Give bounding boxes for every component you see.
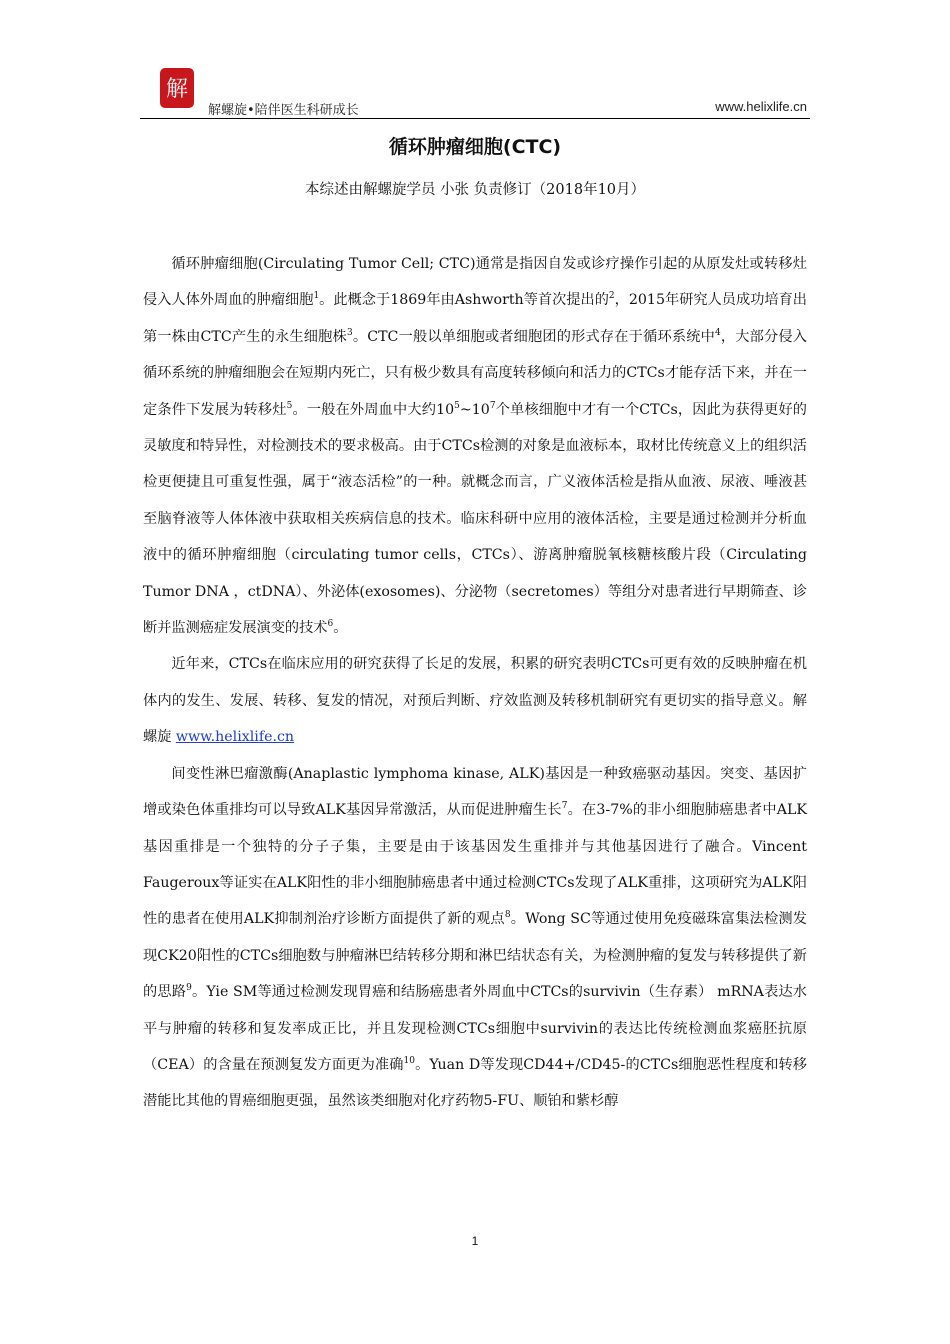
citation-3: 3 xyxy=(346,327,353,338)
citation-7: 7 xyxy=(561,801,568,812)
exponent: 7 xyxy=(489,400,496,411)
helixlife-logo xyxy=(158,66,196,110)
citation-2: 2 xyxy=(608,291,615,302)
logo-char: 解 xyxy=(165,77,189,102)
header-tagline: 解螺旋•陪伴医生科研成长 xyxy=(208,103,359,118)
paragraph-2: 近年来，CTCs在临床应用的研究获得了长足的发展，积累的研究表明CTCs可更有效的反映肿瘤在机体内的发生、发展、转移、复发的情况，对预后判断、疗效监测及转移机制研究有更切实的指导意义。解螺旋 www.helixlife.cn xyxy=(143,656,807,746)
citation-8: 8 xyxy=(504,910,511,921)
citation-9: 9 xyxy=(186,983,192,994)
exponent: 5 xyxy=(454,400,460,411)
citation-4: 4 xyxy=(714,327,721,338)
citation-10: 10 xyxy=(403,1055,415,1066)
page-subtitle: 本综述由解螺旋学员 小张 负责修订（2018年10月） xyxy=(304,182,646,198)
helixlife-link[interactable]: www.helixlife.cn xyxy=(175,729,295,746)
citation-1: 1 xyxy=(313,291,320,302)
header-website: www.helixlife.cn xyxy=(715,99,807,114)
paragraph-1: 循环肿瘤细胞(Circulating Tumor Cell; CTC)通常是指因自发或诊疗操作引起的从原发灶或转移灶侵入人体外周血的肿瘤细胞$^1$。此概念于1869年由Ashworth等首次提出的$^2$，2015年研究人员成功培育出第一株由CTC产生的永生细胞株$^3$。CTC一般以单细胞或者细胞团的形式存在于循环系统中$^4$，大部分侵入循环系统的肿瘤细胞会在短期内死亡，只有极少数具有高度转移倾向和活力的CTCs才能存活下来，并在一定条件下发展为转移灶$^5$。一般在外周血中大约$10^5\sim 10^7$个单核细胞中才有一个CTCs，因此为获得更好的灵敏度和特异性，对检测技术的要求极高。由于CTCs检测的对象是血液标本，取材比传统意义上的组织活检更便捷且可重复性强，属于“液态活检”的一种。就概念而言，广义液体活检是指从血液、尿液、唾液甚至脑脊液等人体体液中获取相关疾病信息的技术。临床科研中应用的液体活检，主要是通过检测并分析血液中的循环肿瘤细胞（circulating tumor cells，CTCs）、游离肿瘤脱氧核糖核酸片段（Circulating Tumor DNA ，ctDNA）、外泌体(exosomes)、分泌物（secretomes）等组分对患者进行早期筛查、诊断并监测癌症发展演变的技术$^6$。 xyxy=(143,256,807,637)
header-divider xyxy=(140,118,810,119)
paragraph-3: 间变性淋巴瘤激酶(Anaplastic lymphoma kinase, ALK)基因是一种致癌驱动基因。突变、基因扩增或染色体重排均可以导致ALK基因异常激活，从而促进肿瘤生长$^7$。在3-7%的非小细胞肺癌患者中ALK基因重排是一个独特的分子子集，主要是由于该基因发生重排并与其他基因进行了融合。Vincent Faugeroux等证实在ALK阳性的非小细胞肺癌患者中通过检测CTCs发现了ALK重排，这项研究为ALK阳性的患者在使用ALK抑制剂治疗诊断方面提供了新的观点$^8$。Wong SC等通过使用免疫磁珠富集法检测发现CK20阳性的CTCs细胞数与肿瘤淋巴结转移分期和淋巴结状态有关，为检测肿瘤的复发与转移提供了新的思路$^9$。Yie SM等通过检测发现胃癌和结肠癌患者外周血中CTCs的survivin（生存素） mRNA表达水平与肿瘤的转移和复发率成正比，并且发现检测CTCs细胞中survivin的表达比传统检测血浆癌胚抗原（CEA）的含量在预测复发方面更为准确$^{10}$。Yuan D等发现CD44+/CD45-的CTCs细胞恶性程度和转移潜能比其他的胃癌细胞更强，虽然该类细胞对化疗药物5-FU、顺铂和紫杉醇 xyxy=(143,765,807,1110)
citation-6: 6 xyxy=(327,619,334,630)
article-body xyxy=(143,246,807,1120)
citation-5: 5 xyxy=(286,400,293,411)
page-title: 循环肿瘤细胞(CTC) xyxy=(388,136,562,158)
page-number: 1 xyxy=(471,1234,479,1248)
